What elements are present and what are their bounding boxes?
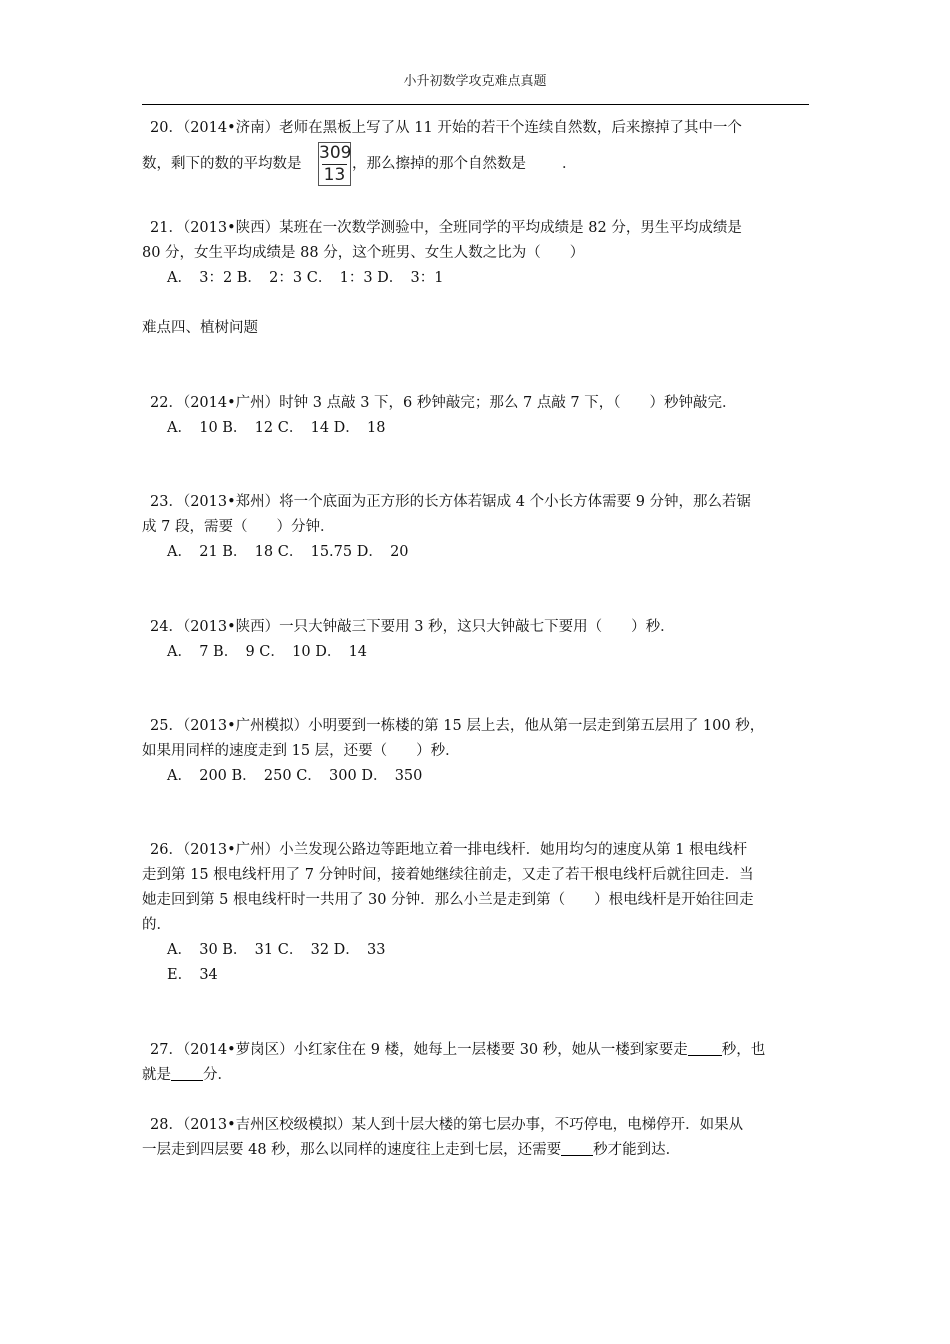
- q27-line-1: [150, 1040, 765, 1060]
- page-header: 小升初数学攻克难点真题: [403, 74, 547, 89]
- q21-line-2: 80 分，女生平均成绩是 88 分，这个班男、女生人数之比为（ ）: [142, 245, 585, 261]
- q26-line-1: 26．（2013•广州）小兰发现公路边等距地立着一排电线杆．她用均匀的速度从第 1 根电线杆: [150, 842, 748, 858]
- q28-answer-blank: [561, 1141, 593, 1156]
- q28-text-b: 秒才能到达．: [593, 1142, 681, 1158]
- q23-options: A． 21 B． 18 C． 15.75 D． 20: [167, 544, 409, 560]
- q25-line-2: 如果用同样的速度走到 15 层，还要（ ）秒．: [142, 743, 460, 759]
- q22-line-1: 22．（2014•广州）时钟 3 点敲 3 下，6 秒钟敲完；那么 7 点敲 7 下，（ ）秒钟敲完．: [150, 395, 737, 411]
- q24-line-1: 24．（2013•陕西）一只大钟敲三下要用 3 秒，这只大钟敲七下要用（ ）秒．: [150, 619, 675, 635]
- q25-options: A． 200 B． 250 C． 300 D． 350: [167, 768, 423, 784]
- section-title: 难点四、植树问题: [142, 320, 258, 336]
- q20-text-c: ．: [562, 156, 577, 172]
- q20-fraction-image: [318, 142, 351, 186]
- q26-line-4: 的．: [142, 917, 171, 933]
- q26-line-3: 她走回到第 5 根电线杆时一共用了 30 分钟．那么小兰是走到第（ ）根电线杆是开始往回走: [142, 892, 754, 908]
- q20-line-1: 20．（2014•济南）老师在黑板上写了从 11 开始的若干个连续自然数，后来擦掉了其中一个: [150, 120, 742, 136]
- q26-options: A． 30 B． 31 C． 32 D． 33: [167, 942, 386, 958]
- q26-option-e: E． 34: [167, 967, 218, 983]
- q26-line-2: 走到第 15 根电线杆用了 7 分钟时间，接着她继续往前走，又走了若干根电线杆后就往回走．当: [142, 867, 754, 883]
- q27-answer-blank-seconds: [688, 1041, 722, 1056]
- q27-line-2: [142, 1065, 232, 1085]
- q25-line-1: 25．（2013•广州模拟）小明要到一栋楼的第 15 层上去，他从第一层走到第五层用了 100 秒，: [150, 718, 765, 734]
- q23-line-2: 成 7 段，需要（ ）分钟．: [142, 519, 335, 535]
- q20-line-2: [142, 154, 302, 174]
- header-divider: [142, 104, 809, 105]
- q22-options: A． 10 B． 12 C． 14 D． 18: [167, 420, 386, 436]
- q27-text-d: 分．: [203, 1067, 232, 1083]
- q27-text-a: 27．（2014•萝岗区）小红家住在 9 楼，她每上一层楼要 30 秒，她从一楼到家要走: [150, 1042, 688, 1058]
- q20-text-a: 数，剩下的数的平均数是: [142, 156, 302, 172]
- q20-line-2-continued: [352, 154, 577, 174]
- q24-options: A． 7 B． 9 C． 10 D． 14: [167, 644, 368, 660]
- q27-text-b: 秒，也: [721, 1042, 766, 1058]
- q27-text-c: 就是: [142, 1067, 171, 1083]
- q28-text-a: 一层走到四层要 48 秒，那么以同样的速度往上走到七层，还需要: [142, 1142, 562, 1158]
- q27-answer-blank-minutes: [171, 1066, 203, 1081]
- q28-line-1: 28．（2013•吉州区校级模拟）某人到十层大楼的第七层办事，不巧停电，电梯停开．如果从: [150, 1117, 744, 1133]
- fraction-numerator: 309: [319, 143, 352, 163]
- q20-text-b: ，那么擦掉的那个自然数是: [352, 156, 526, 172]
- q21-options: A． 3：2 B． 2：3 C． 1：3 D． 3：1: [167, 270, 444, 286]
- q21-line-1: 21．（2013•陕西）某班在一次数学测验中，全班同学的平均成绩是 82 分，男生平均成绩是: [150, 220, 742, 236]
- fraction-denominator: 13: [323, 165, 346, 185]
- q23-line-1: 23．（2013•郑州）将一个底面为正方形的长方体若锯成 4 个小长方体需要 9 分钟，那么若锯: [150, 494, 752, 510]
- q28-line-2: [142, 1140, 680, 1160]
